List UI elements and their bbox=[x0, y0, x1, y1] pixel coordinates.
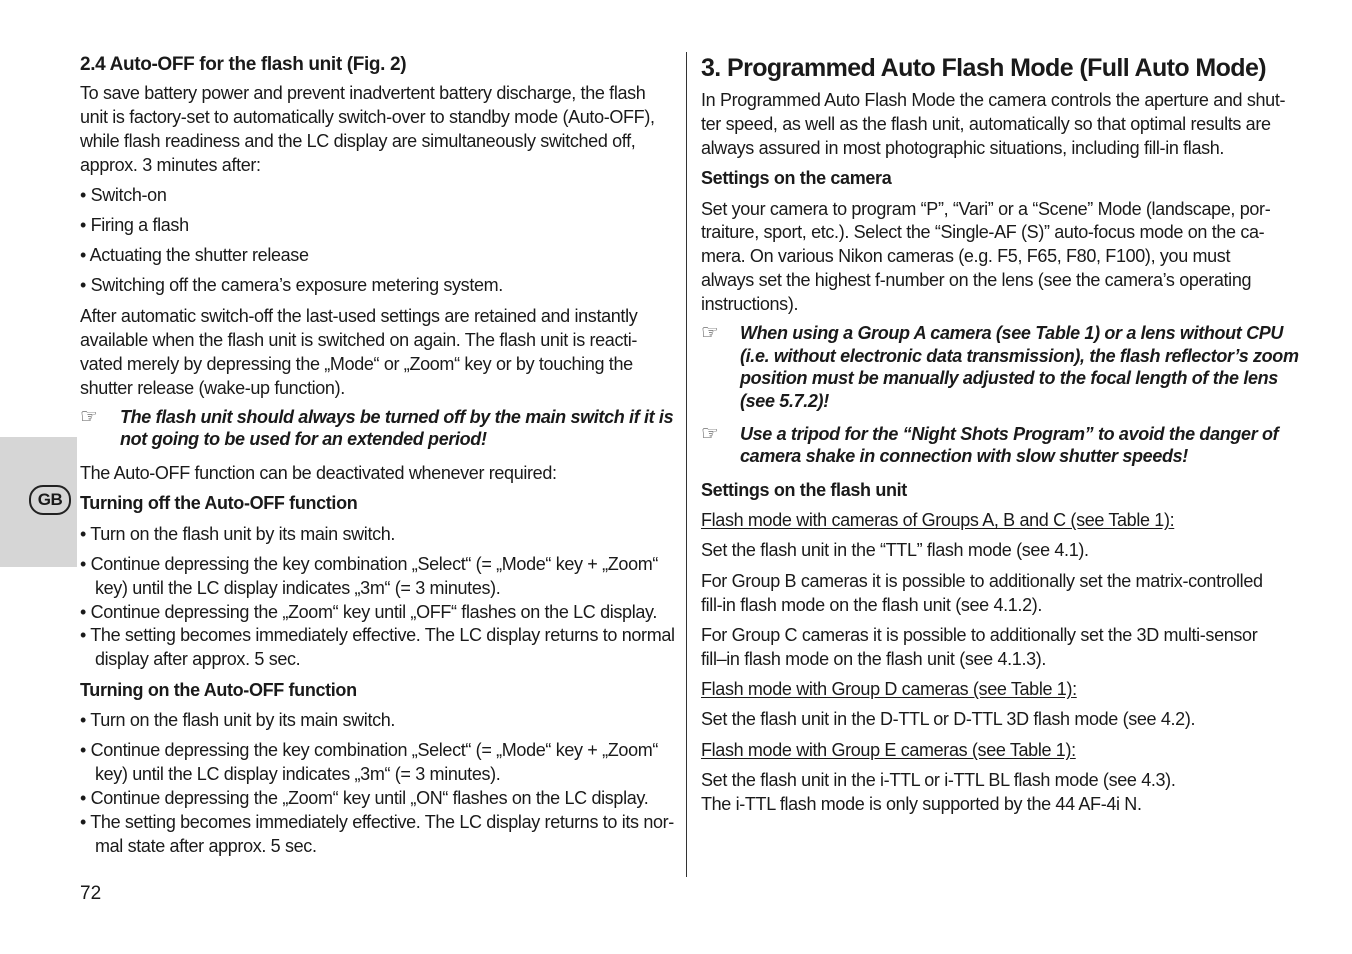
column-divider bbox=[686, 52, 687, 877]
subheading: Turning off the Auto-OFF function bbox=[80, 493, 358, 513]
note-line: camera shake in connection with slow shutter speeds! bbox=[740, 446, 1188, 466]
language-badge: GB bbox=[29, 485, 71, 515]
page-number: 72 bbox=[80, 883, 102, 904]
step-item: • Continue depressing the „Zoom“ key until „ON“ flashes on the LC display. bbox=[80, 788, 649, 808]
step-item: • Turn on the flash unit by its main switch. bbox=[80, 710, 396, 730]
step-item: • The setting becomes immediately effective. The LC display returns to its nor- bbox=[80, 812, 674, 832]
paragraph-line: The i-TTL flash mode is only supported by the 44 AF-4i N. bbox=[701, 794, 1142, 814]
paragraph-line: shutter release (wake-up function). bbox=[80, 378, 345, 398]
condition-item: • Firing a flash bbox=[80, 215, 189, 235]
paragraph-line: After automatic switch-off the last-used settings are retained and instantly bbox=[80, 306, 638, 326]
step-item: • Turn on the flash unit by its main switch. bbox=[80, 524, 396, 544]
paragraph-line: vated merely by depressing the „Mode“ or „Zoom“ key or by touching the bbox=[80, 354, 633, 374]
paragraph-line: fill-in flash mode on the flash unit (see 4.1.2). bbox=[701, 595, 1043, 615]
paragraph-line: The Auto-OFF function can be deactivated whenever required: bbox=[80, 463, 557, 483]
paragraph-line: available when the flash unit is switched on again. The flash unit is reacti- bbox=[80, 330, 638, 350]
note-line: Use a tripod for the “Night Shots Program” to avoid the danger of bbox=[740, 424, 1279, 444]
step-item: • Continue depressing the „Zoom“ key until „OFF“ flashes on the LC display. bbox=[80, 602, 657, 622]
subheading: Settings on the camera bbox=[701, 168, 892, 188]
paragraph-line: traiture, sport, etc.). Select the “Single-AF (S)” auto-focus mode on the ca- bbox=[701, 222, 1265, 242]
paragraph-line: Set the flash unit in the i-TTL or i-TTL BL flash mode (see 4.3). bbox=[701, 770, 1176, 790]
note-line: When using a Group A camera (see Table 1) or a lens without CPU bbox=[740, 323, 1284, 343]
condition-item: • Switch-on bbox=[80, 185, 167, 205]
note-line: (i.e. without electronic data transmission), the flash reflector’s zoom bbox=[740, 346, 1299, 366]
paragraph-line: Set the flash unit in the “TTL” flash mode (see 4.1). bbox=[701, 540, 1089, 560]
condition-item: • Actuating the shutter release bbox=[80, 245, 309, 265]
subheading: Turning on the Auto-OFF function bbox=[80, 680, 357, 700]
intro-line: To save battery power and prevent inadvertent battery discharge, the flash bbox=[80, 83, 646, 103]
step-item: • Continue depressing the key combination „Select“ (= „Mode“ key + „Zoom“ bbox=[80, 740, 659, 760]
intro-line: In Programmed Auto Flash Mode the camera controls the aperture and shut- bbox=[701, 90, 1286, 110]
note-line: not going to be used for an extended period! bbox=[120, 429, 487, 449]
intro-line: unit is factory-set to automatically switch-over to standby mode (Auto-OFF), bbox=[80, 107, 655, 127]
underlined-subheading: Flash mode with Group E cameras (see Table 1): bbox=[701, 740, 1076, 760]
step-item: key) until the LC display indicates „3m“ (= 3 minutes). bbox=[95, 764, 501, 784]
step-item: mal state after approx. 5 sec. bbox=[95, 836, 317, 856]
pointing-hand-icon: ☞ bbox=[701, 423, 719, 445]
intro-line: approx. 3 minutes after: bbox=[80, 155, 261, 175]
paragraph-line: For Group C cameras it is possible to additionally set the 3D multi-sensor bbox=[701, 625, 1258, 645]
step-item: display after approx. 5 sec. bbox=[95, 649, 301, 669]
step-item: • Continue depressing the key combination „Select“ (= „Mode“ key + „Zoom“ bbox=[80, 554, 659, 574]
underlined-subheading: Flash mode with cameras of Groups A, B and C (see Table 1): bbox=[701, 510, 1175, 530]
note-line: position must be manually adjusted to the focal length of the lens bbox=[740, 368, 1278, 388]
paragraph-line: Set the flash unit in the D-TTL or D-TTL 3D flash mode (see 4.2). bbox=[701, 709, 1196, 729]
condition-item: • Switching off the camera’s exposure metering system. bbox=[80, 275, 503, 295]
intro-line: ter speed, as well as the flash unit, automatically so that optimal results are bbox=[701, 114, 1271, 134]
paragraph-line: instructions). bbox=[701, 294, 799, 314]
note-line: The flash unit should always be turned off by the main switch if it is bbox=[120, 407, 674, 427]
paragraph-line: fill–in flash mode on the flash unit (see 4.1.3). bbox=[701, 649, 1047, 669]
pointing-hand-icon: ☞ bbox=[701, 322, 719, 344]
intro-line: while flash readiness and the LC display are simultaneously switched off, bbox=[80, 131, 636, 151]
subheading: Settings on the flash unit bbox=[701, 480, 907, 500]
paragraph-line: For Group B cameras it is possible to additionally set the matrix-controlled bbox=[701, 571, 1263, 591]
underlined-subheading: Flash mode with Group D cameras (see Table 1): bbox=[701, 679, 1077, 699]
chapter-heading: 3. Programmed Auto Flash Mode (Full Auto Mode) bbox=[701, 54, 1266, 82]
step-item: key) until the LC display indicates „3m“ (= 3 minutes). bbox=[95, 578, 501, 598]
note-line: (see 5.7.2)! bbox=[740, 391, 829, 411]
paragraph-line: always set the highest f-number on the lens (see the camera’s operating bbox=[701, 270, 1252, 290]
paragraph-line: mera. On various Nikon cameras (e.g. F5, F65, F80, F100), you must bbox=[701, 246, 1231, 266]
intro-line: always assured in most photographic situations, including fill-in flash. bbox=[701, 138, 1225, 158]
pointing-hand-icon: ☞ bbox=[80, 406, 98, 428]
step-item: • The setting becomes immediately effective. The LC display returns to normal bbox=[80, 625, 675, 645]
section-heading: 2.4 Auto-OFF for the flash unit (Fig. 2) bbox=[80, 54, 407, 75]
paragraph-line: Set your camera to program “P”, “Vari” or a “Scene” Mode (landscape, por- bbox=[701, 199, 1271, 219]
